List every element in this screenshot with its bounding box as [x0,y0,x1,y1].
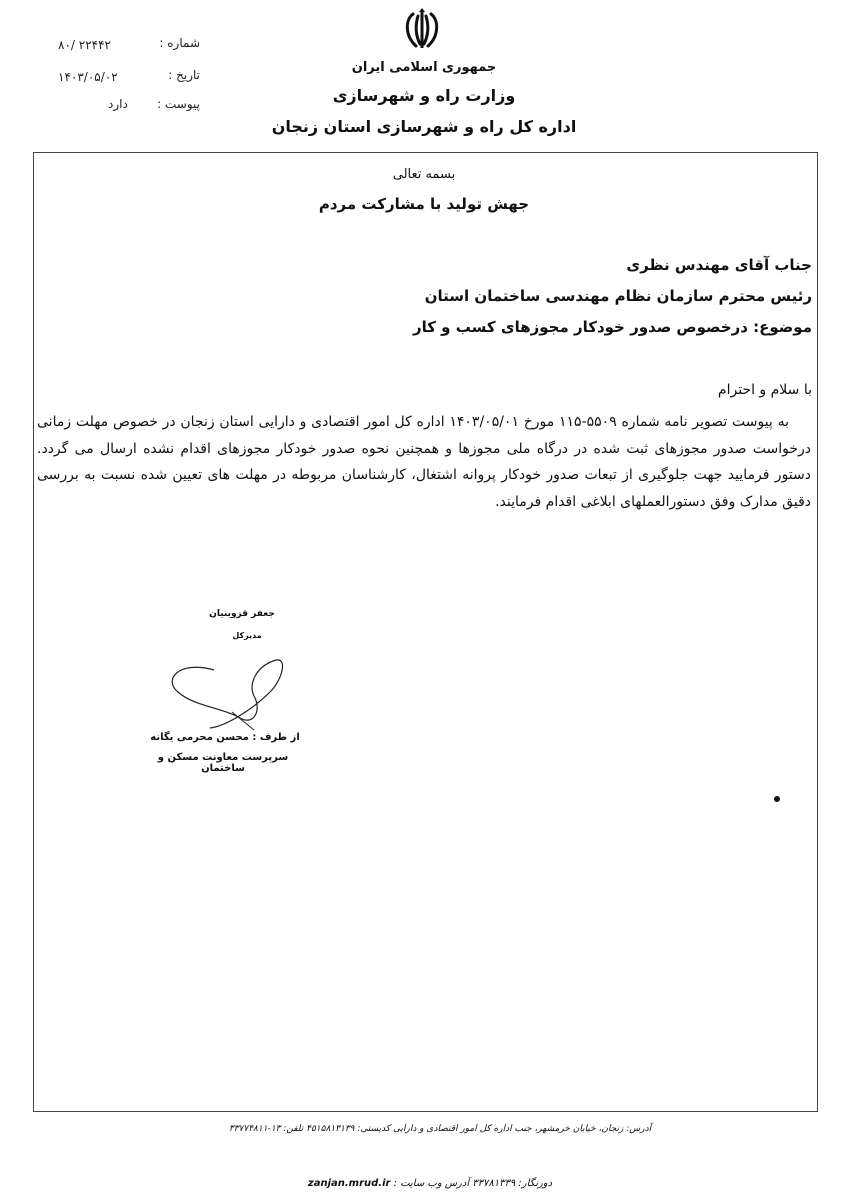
bismillah: بسمه تعالی [392,167,456,182]
attachment-label: پیوست : [157,97,200,111]
signatory-role: مدیرکل [232,631,262,640]
number-value: ۸۰/ ۲۲۴۴۲ [58,38,111,52]
addressee-name: جناب آقای مهندس نظری [626,256,812,274]
attachment-value: دارد [108,97,128,111]
bullet-dot [774,796,780,802]
signed-by: از طرف : محسن محرمی یگانه [150,732,300,743]
signatory-name: جعفر قزوینیان [209,609,275,619]
footer-contact [260,1178,600,1189]
office-name: اداره کل راه و شهرسازی استان زنجان [271,117,577,136]
date-label: تاریخ : [168,68,200,82]
addressee-title: رئیس محترم سازمان نظام مهندسی ساختمان استان [424,287,812,305]
greeting: با سلام و احترام [717,382,812,398]
ministry-name: وزارت راه و شهرسازی [332,86,516,105]
website-link[interactable]: zanjan.mrud.ir [307,1178,391,1189]
date-value: ۱۴۰۳/۰۵/۰۲ [58,70,118,84]
number-label: شماره : [159,36,200,50]
signed-by-department: سرپرست معاونت مسکن و ساختمان [157,752,289,774]
subject-line: موضوع: درخصوص صدور خودکار مجوزهای کسب و کار [412,318,812,336]
handwritten-signature [158,640,298,735]
iran-emblem-icon [396,6,448,54]
footer-address: آدرس: زنجان، خیابان خرمشهر، جنب اداره کل امور اقتصادی و دارایی کدپستی: ۴۵۱۵۸۱۳۱۳۹ تلفن: ۱۳-۳۳۷۷۴۸۱۱ [228,1124,652,1134]
letter-body: به پیوست تصویر نامه شماره ۵۵۰۹-۱۱۵ مورخ ۱۴۰۳/۰۵/۰۱ اداره کل امور اقتصادی و دارایی استان زنجان در خصوص مهلت زمانی درخواست صدور مجوزهای ثبت شده در درگاه ملی مجوزها و همچنین نحوه صدور خودکار مجوزهای اقدام نشده ارسال می گردد. دستور فرمایید جهت جلوگیری از تبعات صدور خودکار پروانه اشتغال، کارشناسان مربوطه در مهلت های تعیین شده نسبت به بررسی دقیق مدارک وفق دستورالعملهای ابلاغی اقدام فرمایند. [37,414,811,510]
fax-website-label: دورنگار: ۳۳۷۸۱۳۳۹ آدرس وب سایت : [393,1178,553,1189]
country-name: جمهوری اسلامی ایران [351,60,497,75]
slogan: جهش تولید با مشارکت مردم [318,195,530,213]
